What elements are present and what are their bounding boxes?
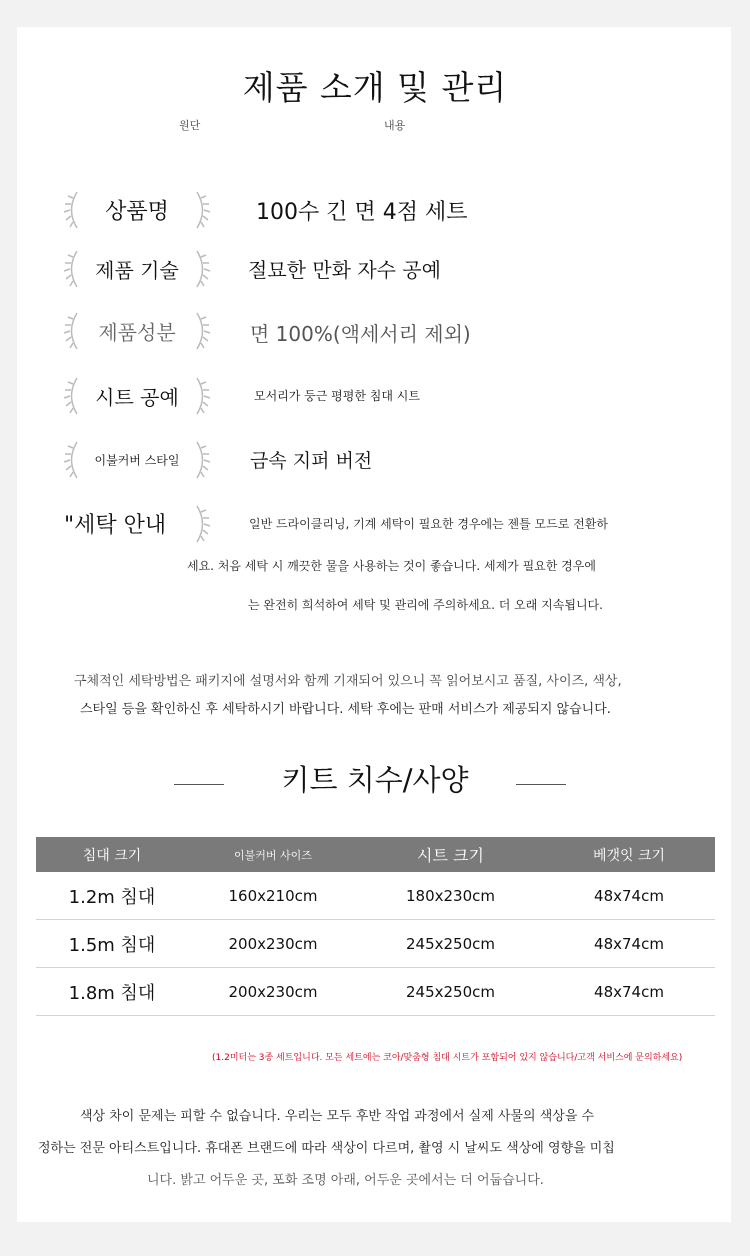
label-duvet-style: 이불커버 스타일 xyxy=(94,453,180,468)
cell-sheet-size: 180x230cm xyxy=(358,872,543,920)
divider-right xyxy=(516,784,566,785)
color-notice-line3: 니다. 밝고 어두운 곳, 포화 조명 아래, 어두운 곳에서는 더 어둡습니다. xyxy=(147,1173,544,1188)
value-composition: 면 100%(액세서리 제외) xyxy=(250,322,471,346)
notice-line1: 구체적인 세탁방법은 패키지에 설명서와 함께 기재되어 있으니 꼭 읽어보시고 품질, 사이즈, 색상, xyxy=(74,674,622,689)
notice-line2: 스타일 등을 확인하신 후 세탁하시기 바랍니다. 세탁 후에는 판매 서비스가 제공되지 않습니다. xyxy=(80,702,611,717)
label-washing: "세탁 안내 xyxy=(64,513,167,538)
label-badge-composition xyxy=(62,309,212,353)
size-spec-table xyxy=(36,837,715,1016)
value-technology: 절묘한 만화 자수 공예 xyxy=(248,258,441,282)
label-sheet: 시트 공예 xyxy=(95,385,179,410)
laurel-right-icon xyxy=(192,502,212,546)
washing-text-line2: 세요. 처음 세탁 시 깨끗한 물을 사용하는 것이 좋습니다. 세제가 필요한 경우에 xyxy=(187,559,596,573)
washing-text-line3: 는 완전히 희석하여 세탁 및 관리에 주의하세요. 더 오래 지속됩니다. xyxy=(248,598,603,612)
header-sheet-size: 시트 크기 xyxy=(358,837,543,872)
table-header-row xyxy=(36,837,715,872)
cell-bed-size: 1.8m 침대 xyxy=(36,968,188,1016)
table-row xyxy=(36,920,715,968)
cell-pillowcase-size: 48x74cm xyxy=(543,968,715,1016)
cell-pillowcase-size: 48x74cm xyxy=(543,872,715,920)
washing-text-line1: 일반 드라이클리닝, 기계 세탁이 필요한 경우에는 젠틀 모드로 전환하 xyxy=(249,517,608,531)
cell-bed-size: 1.2m 침대 xyxy=(36,872,188,920)
cell-duvet-size: 200x230cm xyxy=(188,920,358,968)
cell-pillowcase-size: 48x74cm xyxy=(543,920,715,968)
header-bed-size: 침대 크기 xyxy=(36,837,188,872)
cell-duvet-size: 160x210cm xyxy=(188,872,358,920)
value-duvet-style: 금속 지퍼 버전 xyxy=(250,450,373,472)
cell-sheet-size: 245x250cm xyxy=(358,920,543,968)
value-product-name: 100수 긴 면 4점 세트 xyxy=(256,200,468,225)
color-notice-line2: 정하는 전문 아티스트입니다. 휴대폰 브랜드에 따라 색상이 다르며, 촬영 시 날씨도 색상에 영향을 미칩 xyxy=(38,1141,615,1156)
header-pillowcase-size: 베갯잇 크기 xyxy=(543,837,715,872)
column-header-content: 내용 xyxy=(384,119,406,132)
cell-bed-size: 1.5m 침대 xyxy=(36,920,188,968)
column-header-fabric: 원단 xyxy=(179,119,201,132)
table-row xyxy=(36,872,715,920)
cell-sheet-size: 245x250cm xyxy=(358,968,543,1016)
color-notice-line1: 색상 차이 문제는 피할 수 없습니다. 우리는 모두 후반 작업 과정에서 실제 사물의 색상을 수 xyxy=(80,1109,595,1124)
kit-note: (1.2미터는 3종 세트입니다. 모든 세트에는 코아/맞춤형 침대 시트가 포함되어 있지 않습니다/고객 서비스에 문의하세요) xyxy=(212,1053,683,1063)
label-technology: 제품 기술 xyxy=(95,258,179,283)
kit-section-title: 키트 치수/사양 xyxy=(281,763,469,797)
label-badge-technology xyxy=(62,247,212,291)
label-badge-product-name xyxy=(62,188,212,232)
table-row xyxy=(36,968,715,1016)
label-product-name: 상품명 xyxy=(105,199,169,225)
label-badge-sheet xyxy=(62,374,212,418)
label-composition: 제품성분 xyxy=(98,320,176,345)
cell-duvet-size: 200x230cm xyxy=(188,968,358,1016)
header-duvet-size: 이불커버 사이즈 xyxy=(188,837,358,872)
label-badge-duvet-style xyxy=(62,438,212,482)
value-sheet: 모서리가 둥근 평평한 침대 시트 xyxy=(254,389,420,403)
page-title: 제품 소개 및 관리 xyxy=(242,68,508,107)
